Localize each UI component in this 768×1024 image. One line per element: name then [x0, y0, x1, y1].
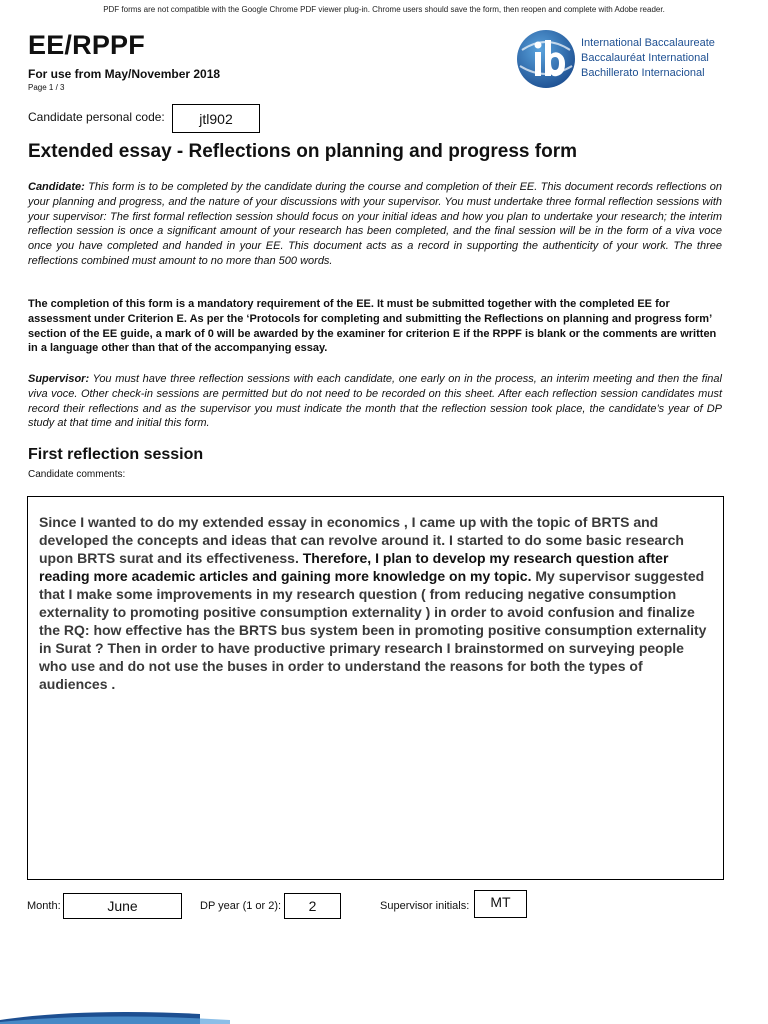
dp-year-field[interactable]: 2 — [284, 893, 341, 919]
logo-line-es: Bachillerato Internacional — [581, 67, 705, 79]
logo-line-fr: Baccalauréat International — [581, 52, 709, 64]
month-label: Month: — [27, 900, 61, 912]
footer-swoosh — [0, 1004, 768, 1024]
personal-code-label: Candidate personal code: — [28, 110, 165, 124]
ib-logo-text — [581, 36, 715, 81]
dp-year-label: DP year (1 or 2): — [200, 900, 282, 912]
candidate-lead: Candidate: — [28, 181, 85, 193]
logo-line-en: International Baccalaureate — [581, 37, 715, 49]
supervisor-initials-label: Supervisor initials: — [380, 900, 470, 912]
supervisor-text: You must have three reflection sessions with each candidate, one early on in the process, an interim meeting and then the final viva voce. Other check-in sessions are permitted but do not need to be recorded on this sheet. After each reflection session candidates must record their reflections and as the supervisor you must indicate the month that the reflection session took place, the candidate’s year of DP study at that time and initial this form. — [28, 373, 722, 430]
page-number: Page 1 / 3 — [28, 83, 65, 92]
session-heading: First reflection session — [28, 446, 204, 463]
candidate-comments-text — [39, 513, 711, 693]
chrome-notice: PDF forms are not compatible with the Google Chrome PDF viewer plug-in. Chrome users should save the form, then reopen and complete with Adobe reader. — [103, 5, 665, 14]
personal-code-field[interactable]: jtl902 — [172, 104, 260, 133]
comment-part-2: Therefore, I plan to develop my research question after reading more academic articles and gaining more knowledge on my topic. — [39, 550, 669, 584]
form-title: Extended essay - Reflections on planning and progress form — [28, 141, 577, 162]
use-from-date: For use from May/November 2018 — [28, 67, 221, 81]
month-field[interactable]: June — [63, 893, 182, 919]
ib-logo-icon — [516, 28, 576, 90]
mandatory-notice: The completion of this form is a mandatory requirement of the EE. It must be submitted together with the completed EE for assessment under Criterion E. As per the ‘Protocols for completing and submitting the Reflections on planning and progress form’ section of the EE guide, a mark of 0 will be awarded by the examiner for criterion E if the RPPF is blank or the comments are written in a language other than that of the accompanying essay. — [28, 298, 717, 355]
comment-part-3: My supervisor suggested that I make some improvements in my research question ( from reducing negative consumption externality to promoting positive consumption externality ) in order to avoid confusion and finalize the RQ: how effective has the BRTS bus system been in promoting positive consumption externality in Surat ? Then in order to have productive primary research I brainstormed on surveying people who use and do not use the buses in order to understand the reasons for both the types of audiences . — [39, 568, 707, 692]
supervisor-initials-field[interactable]: MT — [474, 890, 527, 918]
supervisor-instructions — [28, 372, 722, 431]
form-code: EE/RPPF — [28, 30, 145, 60]
candidate-comments-field[interactable] — [27, 496, 724, 880]
ib-logo — [516, 28, 746, 92]
candidate-text: This form is to be completed by the candidate during the course and completion of their EE. This document records reflections on your planning and progress, and the nature of your discussions with your supervisor. You must undertake three formal reflection sessions with your supervisor: The first formal reflection session should focus on your initial ideas and how you plan to undertake your research; the interim reflection session is once a significant amount of your research has been completed, and the final session will be in the form of a viva voce once you have completed and handed in your EE. This document acts as a record in supporting the authenticity of your work. The three reflections combined must amount to no more than 500 words. — [28, 181, 722, 267]
candidate-instructions — [28, 180, 722, 269]
supervisor-lead: Supervisor: — [28, 373, 90, 385]
comments-label: Candidate comments: — [28, 469, 126, 480]
comment-part-1: Since I wanted to do my extended essay in economics , I came up with the topic of BRTS and developed the concepts and ideas that can revolve around it. I started to do some basic research upon BRTS surat and its effectiveness. — [39, 514, 684, 566]
